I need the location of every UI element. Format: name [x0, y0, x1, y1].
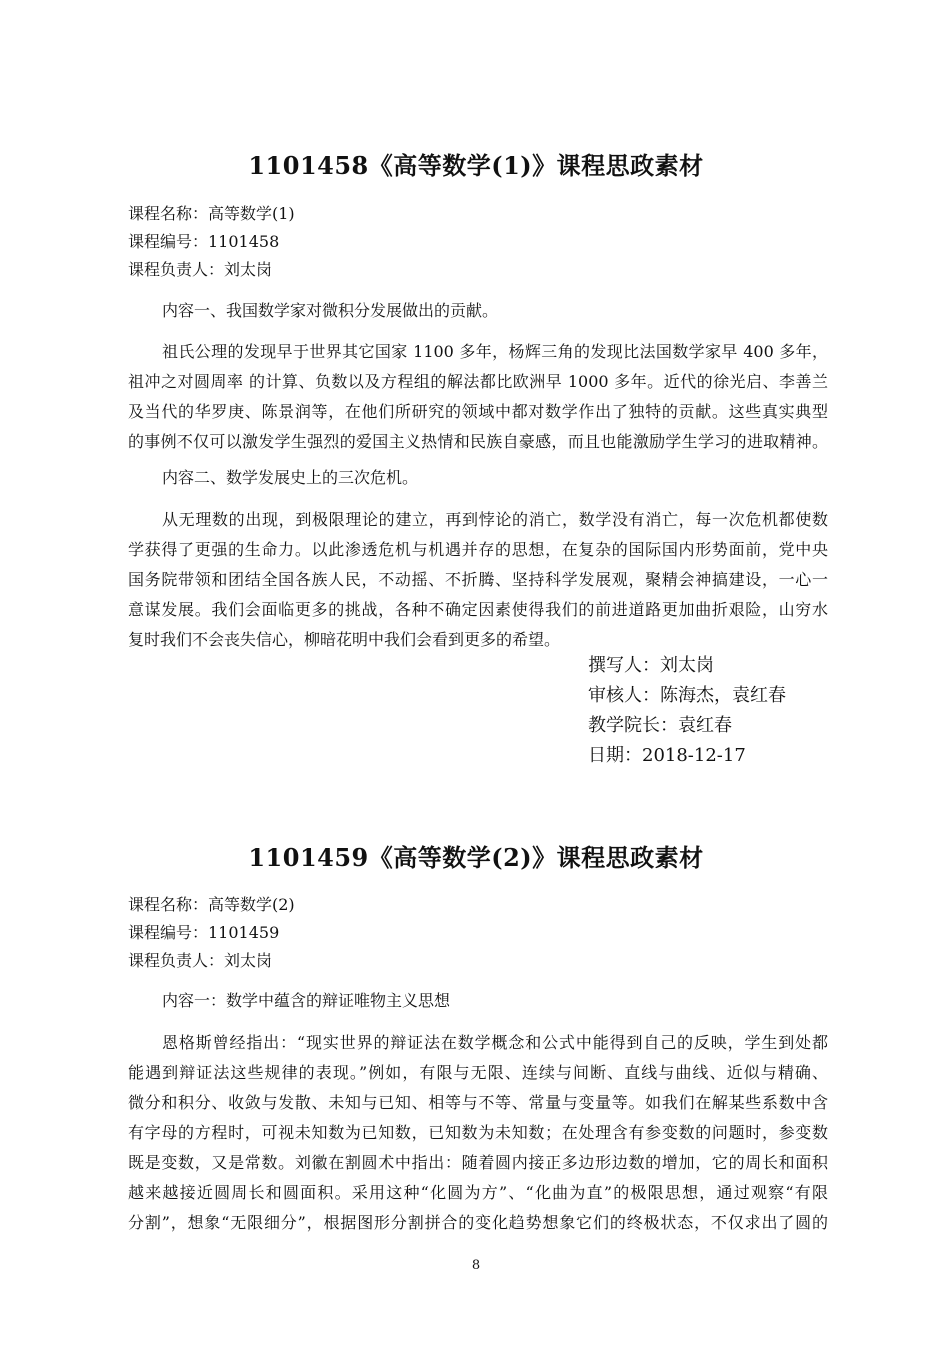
reviewer-line: 审核人：陈海杰，袁红春	[588, 685, 786, 706]
paragraph-line: 复时我们不会丧失信心，柳暗花明中我们会看到更多的希望。	[128, 630, 561, 649]
course-owner: 课程负责人：刘太岗	[128, 260, 273, 279]
course-name: 课程名称：高等数学(2)	[128, 895, 295, 914]
paragraph-line: 既是变数，又是常数。刘徽在割圆术中指出：随着圆内接正多边形边数的增加，它的周长和面积	[128, 1153, 828, 1172]
paragraph-line: 从无理数的出现，到极限理论的建立，再到悖论的消亡，数学没有消亡，每一次危机都使数	[162, 510, 828, 529]
writer-line: 撰写人：刘太岗	[588, 655, 714, 676]
paragraph-line: 有字母的方程时，可视未知数为已知数，已知数为未知数；在处理含有参变数的问题时，参变数	[128, 1123, 828, 1142]
section2-content1-paragraph	[128, 1028, 828, 1238]
section2-meta	[128, 891, 828, 975]
course-owner: 课程负责人：刘太岗	[128, 951, 273, 970]
course-code: 课程编号：1101458	[128, 232, 280, 251]
paragraph-line: 恩格斯曾经指出：“现实世界的辩证法在数学概念和公式中能得到自己的反映，学生到处都	[162, 1033, 828, 1052]
section1-content2-heading-wrap	[128, 464, 828, 492]
paragraph-line: 学获得了更强的生命力。以此渗透危机与机遇并存的思想，在复杂的国际国内形势面前，党中央	[128, 540, 828, 559]
section1-content1-heading-wrap	[128, 297, 828, 325]
paragraph-line: 国务院带领和团结全国各族人民，不动摇、不折腾、坚持科学发展观，聚精会神搞建设，一心一	[128, 570, 828, 589]
section1-title: 1101458《高等数学(1)》课程思政素材	[248, 151, 704, 180]
paragraph-line: 分割”，想象“无限细分”，根据图形分割拼合的变化趋势想象它们的终极状态，不仅求出了圆的	[128, 1213, 828, 1232]
paragraph-line: 祖冲之对圆周率 的计算、负数以及方程组的解法都比欧洲早 1000 多年。近代的徐光启、李善兰	[128, 372, 828, 391]
paragraph-line: 祖氏公理的发现早于世界其它国家 1100 多年，杨辉三角的发现比法国数学家早 400 多年，	[162, 342, 828, 361]
section1-content1-paragraph	[128, 337, 828, 457]
section1-content2-paragraph	[128, 505, 828, 655]
course-code: 课程编号：1101459	[128, 923, 280, 942]
paragraph-line: 能遇到辩证法这些规律的表现。”例如，有限与无限、连续与间断、直线与曲线、近似与精确、	[128, 1063, 828, 1082]
section1-meta	[128, 200, 828, 284]
paragraph-line: 微分和积分、收敛与发散、未知与已知、相等与不等、常量与变量等。如我们在解某些系数中含	[128, 1093, 828, 1112]
content1-heading: 内容一、我国数学家对微积分发展做出的贡献。	[162, 301, 499, 320]
course-name: 课程名称：高等数学(1)	[128, 204, 295, 223]
paragraph-line: 的事例不仅可以激发学生强烈的爱国主义热情和民族自豪感，而且也能激励学生学习的进取精神。	[128, 432, 828, 451]
section2-content1-heading-wrap	[128, 987, 828, 1015]
section2-title: 1101459《高等数学(2)》课程思政素材	[248, 843, 704, 872]
dean-line: 教学院长：袁红春	[588, 715, 732, 736]
signature-block	[588, 651, 786, 771]
paragraph-line: 及当代的华罗庚、陈景润等，在他们所研究的领域中都对数学作出了独特的贡献。这些真实典型	[128, 402, 828, 421]
date-line: 日期：2018-12-17	[588, 745, 746, 766]
content2-heading: 内容二、数学发展史上的三次危机。	[162, 468, 419, 487]
paragraph-line: 意谋发展。我们会面临更多的挑战，各种不确定因素使得我们的前进道路更加曲折艰险，山穷水	[128, 600, 828, 619]
paragraph-line: 越来越接近圆周长和圆面积。采用这种“化圆为方”、“化曲为直”的极限思想，通过观察“有限	[128, 1183, 828, 1202]
content1-heading: 内容一：数学中蕴含的辩证唯物主义思想	[162, 991, 451, 1010]
page-number: 8	[471, 1258, 481, 1273]
